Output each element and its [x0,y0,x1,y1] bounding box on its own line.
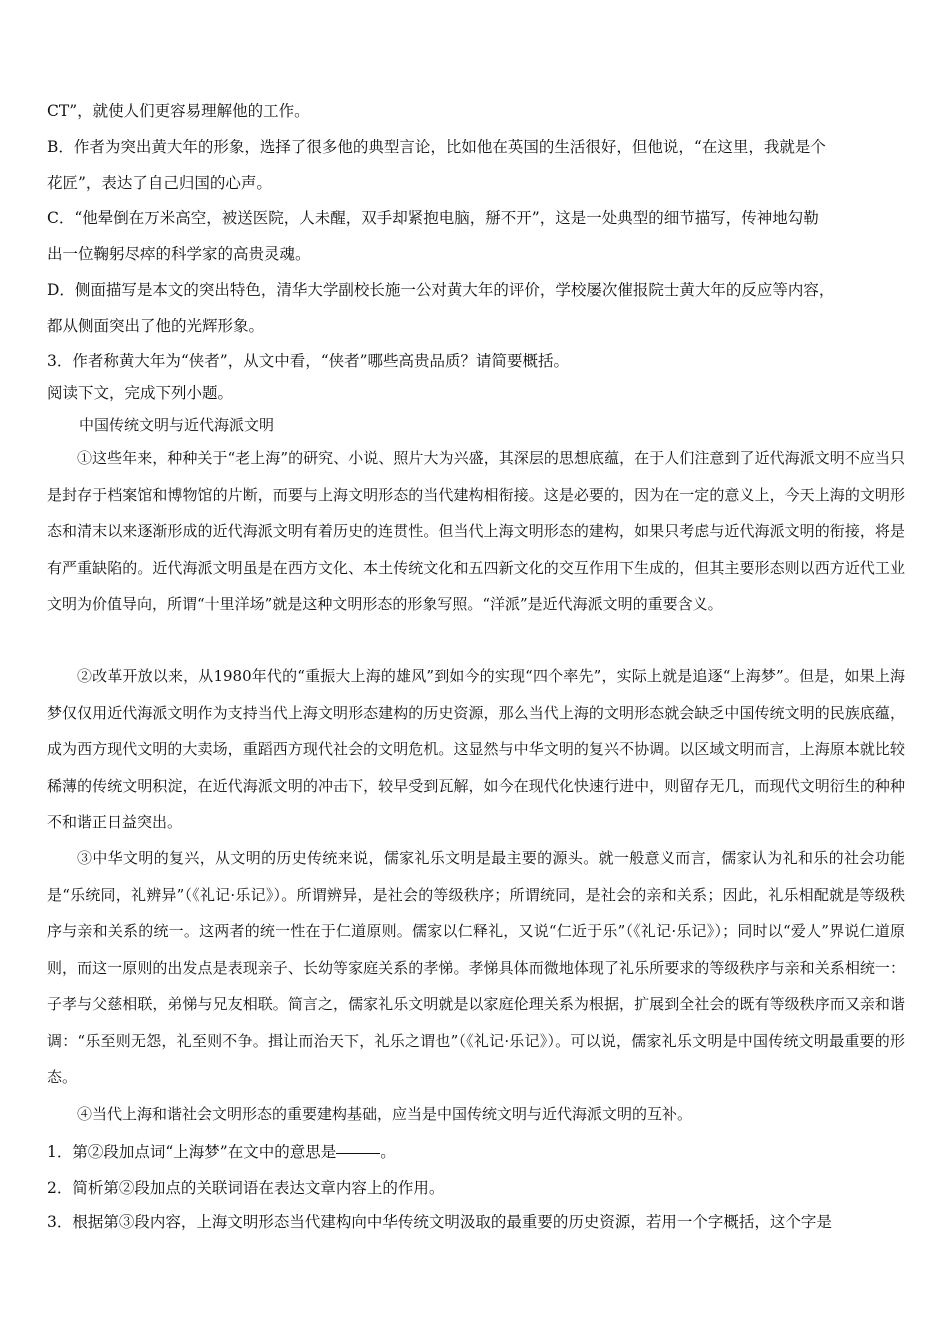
question-2: 2．简析第②段加点的关联词语在表达文章内容上的作用。 [47,1179,445,1197]
question-1-text: 1．第②段加点词“上海梦”在文中的意思是 [47,1143,337,1161]
article-paragraph-3: ③中华文明的复兴，从文明的历史传统来说，儒家礼乐文明是最主要的源头。就一般意义而言，儒家认为礼和乐的社会功能是“乐统同，礼辨异”（《礼记·乐记》）。所谓辨异，是社会的等级秩序；所谓统同，是社会的亲和关系；因此，礼乐相配就是等级秩序与亲和关系的统一。这两者的统一性在于仁道原则。儒家以仁释礼，又说“仁近于乐”（《礼记·乐记》）；同时以“爱人”界说仁道原则，而这一原则的出发点是表现亲子、长幼等家庭关系的孝悌。孝悌具体而微地体现了礼乐所要求的等级秩序与亲和关系相统一：子孝与父慈相联，弟悌与兄友相联。简言之，儒家礼乐文明就是以家庭伦理关系为根据，扩展到全社会的既有等级秩序而又亲和谐调：“乐至则无怨，礼至则不争。揖让而治天下，礼乐之谓也”（《礼记·乐记》）。可以说，儒家礼乐文明是中国传统文明最重要的形态。 [47,849,905,1086]
answer-option-b: B．作者为突出黄大年的形象，选择了很多他的典型言论，比如他在英国的生活很好，但他说，“在这里，我就是个 [47,138,826,156]
answer-option-d-continued: 都从侧面突出了他的光辉形象。 [47,317,265,335]
answer-option-d: D．侧面描写是本文的突出特色，清华大学副校长施一公对黄大年的评价，学校屡次催报院士黄大年的反应等内容， [47,281,835,299]
article-paragraph-1: ①这些年来，种种关于“老上海”的研究、小说、照片大为兴盛，其深层的思想底蕴，在于人们注意到了近代海派文明不应当只是封存于档案馆和博物馆的片断，而要与上海文明形态的当代建构相衔接。这是必要的，因为在一定的意义上，今天上海的文明形态和清末以来逐渐形成的近代海派文明有着历史的连贯性。但当代上海文明形态的建构，如果只考虑与近代海派文明的衔接，将是有严重缺陷的。近代海派文明虽是在西方文化、本土传统文化和五四新文化的交互作用下生成的，但其主要形态则以西方近代工业文明为价值导向，所谓“十里洋场”就是这种文明形态的形象写照。“洋派”是近代海派文明的重要含义。 [47,449,905,613]
question-3: 3．根据第③段内容，上海文明形态当代建构向中华传统文明汲取的最重要的历史资源，若用一个字概括，这个字是 [47,1213,832,1231]
article-paragraph-2: ②改革开放以来，从1980年代的“重振大上海的雄风”到如今的实现“四个率先”，实际上就是追逐“上海梦”。但是，如果上海梦仅仅用近代海派文明作为支持当代上海文明形态建构的历史资源，那么当代上海的文明形态就会缺乏中国传统文明的民族底蕴，成为西方现代文明的大卖场，重蹈西方现代社会的文明危机。这显然与中华文明的复兴不协调。以区域文明而言，上海原本就比较稀薄的传统文明积淀，在近代海派文明的冲击下，较早受到瓦解，如今在现代化快速行进中，则留存无几，而现代文明衍生的种种不和谐正日益突出。 [47,667,905,831]
article-paragraph-4: ④当代上海和谐社会文明形态的重要建构基础，应当是中国传统文明与近代海派文明的互补。 [77,1105,693,1123]
answer-option-c-continued: 出一位鞠躬尽瘁的科学家的高贵灵魂。 [47,245,311,263]
article-title: 中国传统文明与近代海派文明 [79,416,275,434]
answer-option-b-continued: 花匠”，表达了自己归国的心声。 [47,174,272,192]
answer-option-c: C．“他晕倒在万米高空，被送医院，人未醒，双手却紧抱电脑，掰不开”，这是一处典型的细节描写，传神地勾勒 [47,209,819,227]
answer-blank [336,1152,380,1154]
question-1-end: 。 [380,1143,396,1161]
reading-instruction: 阅读下文，完成下列小题。 [47,384,234,402]
question-1 [47,1141,910,1163]
answer-option-a-continued: CT”，就使人们更容易理解他的工作。 [47,102,310,120]
question-3-previous: 3．作者称黄大年为“侠者”，从文中看，“侠者”哪些高贵品质？请简要概括。 [47,352,570,370]
